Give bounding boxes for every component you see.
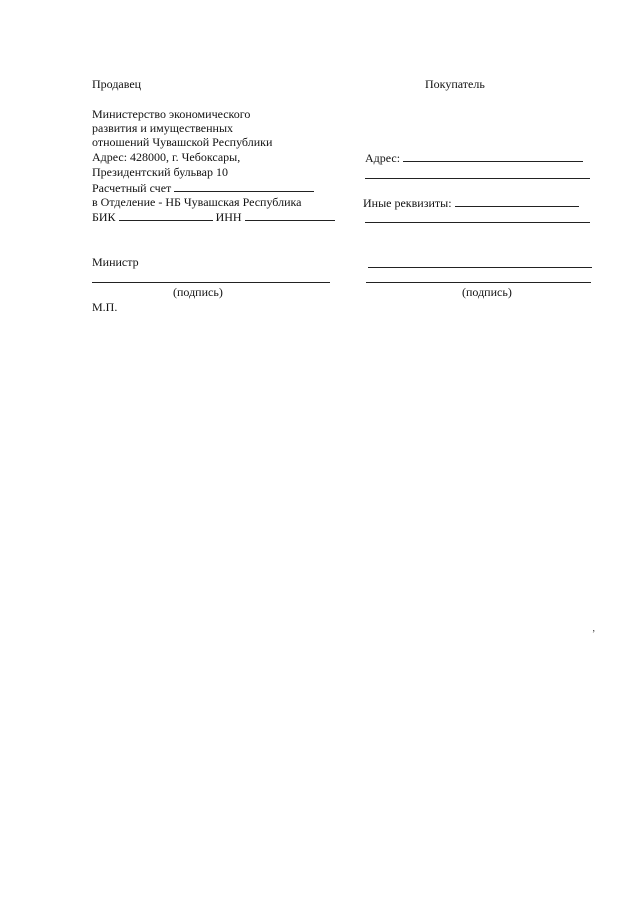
seller-org-line-1: Министерство экономического	[92, 107, 251, 121]
seller-stamp-label: М.П.	[92, 300, 118, 314]
seller-address-line-2: Президентский бульвар 10	[92, 165, 228, 179]
buyer-address-blank	[403, 150, 583, 162]
seller-signature-caption: (подпись)	[173, 285, 223, 299]
buyer-heading: Покупатель	[425, 77, 485, 91]
seller-bik-label: БИК	[92, 210, 116, 224]
buyer-other-details-line-2	[365, 222, 590, 223]
buyer-address-label: Адрес:	[365, 151, 401, 165]
stray-mark: ’	[592, 629, 596, 640]
seller-account-row	[92, 180, 314, 195]
seller-bank-label: в Отделение - НБ Чувашская Республика	[92, 195, 302, 209]
buyer-other-details-label: Иные реквизиты:	[363, 196, 452, 210]
buyer-other-details-row	[363, 195, 579, 210]
buyer-signature-caption: (подпись)	[462, 285, 512, 299]
seller-bik-inn-row	[92, 209, 335, 224]
seller-signer-title: Министр	[92, 255, 139, 269]
seller-heading: Продавец	[92, 77, 142, 91]
seller-bik-blank	[119, 209, 213, 221]
buyer-other-details-blank	[455, 195, 579, 207]
seller-inn-blank	[245, 209, 335, 221]
buyer-signer-line	[368, 267, 592, 268]
seller-account-blank	[174, 180, 314, 192]
seller-org-line-2: развития и имущественных	[92, 121, 234, 135]
seller-signature-line	[92, 282, 330, 283]
seller-account-label: Расчетный счет	[92, 181, 172, 195]
seller-inn-label: ИНН	[215, 210, 242, 224]
seller-address-line-1: Адрес: 428000, г. Чебоксары,	[92, 150, 241, 164]
buyer-address-row	[365, 150, 583, 165]
seller-org-line-3: отношений Чувашской Республики	[92, 135, 273, 149]
buyer-address-line-2	[365, 178, 590, 179]
buyer-signature-line	[366, 282, 591, 283]
